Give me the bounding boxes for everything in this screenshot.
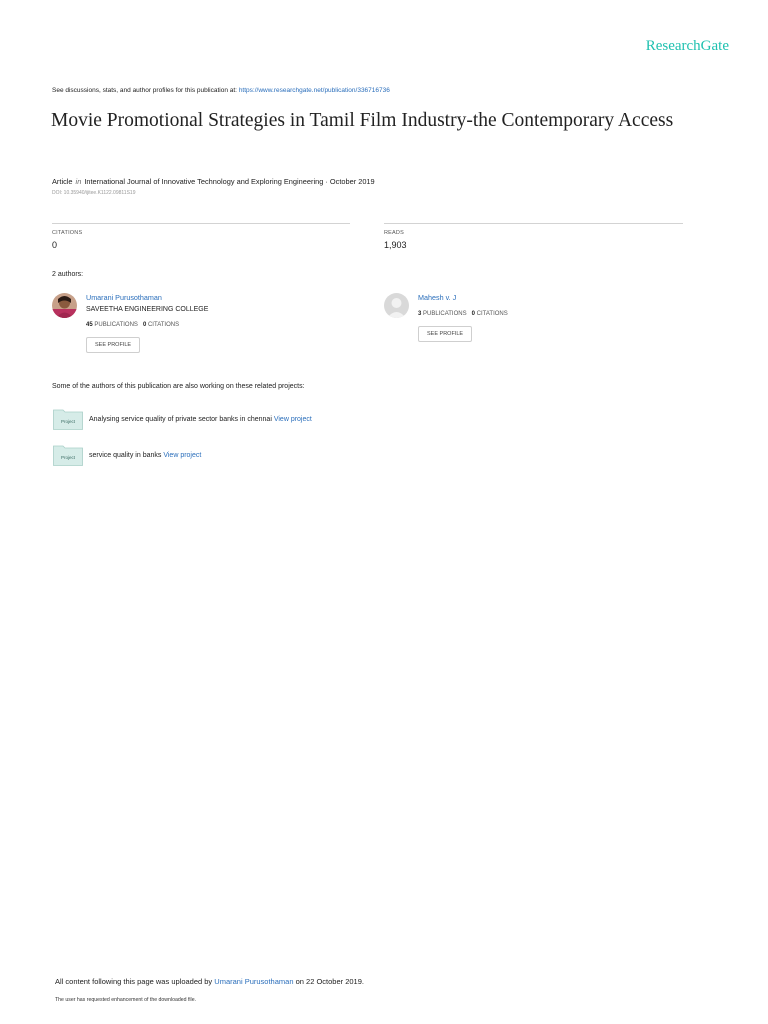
enhancement-note: The user has requested enhancement of the downloaded file. (55, 997, 197, 1003)
author-photo-icon (52, 293, 77, 318)
publications-label: PUBLICATIONS (94, 322, 138, 328)
author-name-link[interactable]: Umarani Purusothaman (86, 293, 162, 302)
author-institution: SAVEETHA ENGINEERING COLLEGE (86, 306, 209, 313)
uploaded-prefix: All content following this page was uploaded by (55, 977, 213, 986)
publications-count: 45 (86, 322, 93, 328)
citations-divider (52, 223, 350, 224)
project-title: service quality in banks (89, 452, 162, 459)
journal-name: International Journal of Innovative Technology and Exploring Engineering · October 2019 (84, 177, 375, 186)
article-type: Article (52, 177, 73, 186)
citations-value: 0 (52, 240, 58, 250)
see-discussions-line (52, 87, 390, 94)
doi: DOI: 10.35940/ijitee.K1122.09811S19 (52, 190, 136, 196)
publications-count: 3 (418, 311, 422, 317)
author-avatar[interactable] (384, 293, 409, 318)
researchgate-logo[interactable]: ResearchGate (645, 38, 729, 54)
author-avatar[interactable] (52, 293, 77, 318)
citations-label: CITATIONS (52, 230, 83, 236)
author-citations-count: 0 (142, 322, 147, 328)
publications-label: PUBLICATIONS (423, 311, 467, 317)
project-badge: Project (60, 455, 76, 460)
folder-icon (53, 408, 83, 430)
uploaded-suffix: on 22 October 2019. (295, 977, 364, 986)
project-item (89, 452, 201, 459)
reads-label: READS (384, 230, 404, 236)
author-citations-count: 0 (471, 311, 475, 317)
related-projects-heading: Some of the authors of this publication are also working on these related projects: (52, 383, 305, 390)
uploader-link[interactable]: Umarani Purusothaman (214, 977, 294, 986)
paper-title: Movie Promotional Strategies in Tamil Film Industry-the Contemporary Access (51, 110, 674, 131)
view-project-link[interactable]: View project (273, 416, 312, 423)
author-citations-label: CITATIONS (476, 311, 508, 317)
reads-divider (384, 223, 683, 224)
author-stats (418, 311, 508, 317)
see-discussions-text: See discussions, stats, and author profiles for this publication at: (52, 87, 237, 94)
see-profile-button[interactable]: SEE PROFILE (418, 326, 472, 342)
project-item (89, 416, 312, 423)
project-folder[interactable] (53, 408, 83, 435)
author-name-link[interactable]: Mahesh v. J (418, 293, 457, 302)
reads-value: 1,903 (384, 240, 407, 250)
upload-note (55, 977, 364, 986)
project-folder[interactable] (53, 444, 83, 471)
author-stats (86, 322, 179, 328)
paper-meta (52, 177, 375, 186)
publication-url-link[interactable]: https://www.researchgate.net/publication/336716736 (238, 87, 390, 94)
project-badge: Project (60, 419, 76, 424)
view-project-link[interactable]: View project (163, 452, 202, 459)
folder-icon (53, 444, 83, 466)
authors-heading: 2 authors: (52, 271, 84, 278)
default-avatar-icon (384, 293, 409, 318)
see-profile-button[interactable]: SEE PROFILE (86, 337, 140, 353)
project-title: Analysing service quality of private sector banks in chennai (89, 416, 272, 423)
author-citations-label: CITATIONS (147, 322, 180, 328)
in-word: in (75, 177, 82, 186)
